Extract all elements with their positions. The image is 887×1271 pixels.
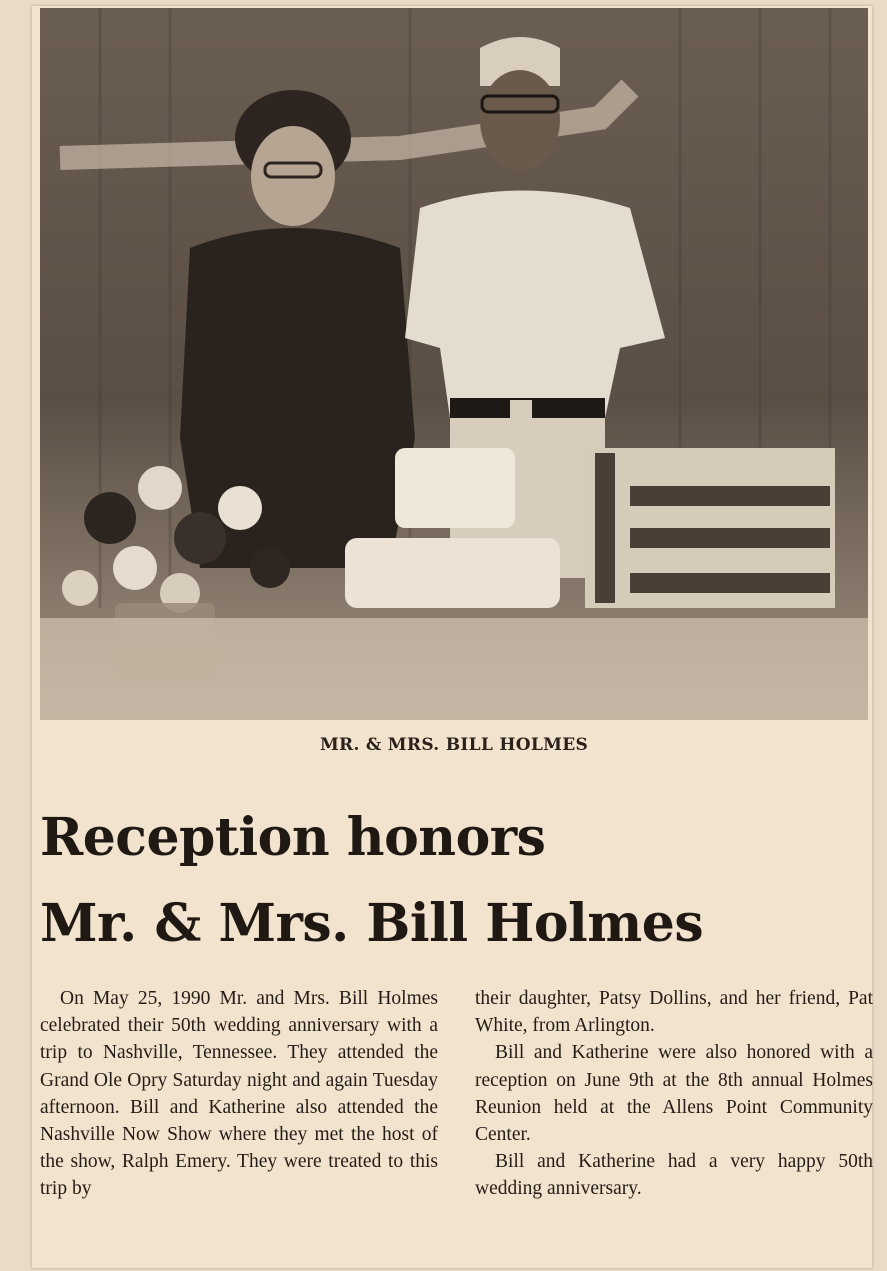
photo-caption: MR. & MRS. BILL HOLMES <box>319 735 589 755</box>
article-paragraph: Bill and Katherine were also honored with a reception on June 9th at the 8th annual Holmes Reunion held at the Allens Point Community Center. <box>475 1042 873 1146</box>
headline <box>40 795 840 967</box>
article-paragraph: On May 25, 1990 Mr. and Mrs. Bill Holmes celebrated their 50th wedding anniversary with a trip to Nashville, Tennessee. They attended the Grand Ole Opry Saturday night and again Tuesday afternoon. Bill and Katherine also attended the Nashville Now Show where they met the host of the show, Ralph Emery. They were treated to this trip by <box>40 988 438 1200</box>
article-column-left <box>40 985 438 1203</box>
article-paragraph: Bill and Katherine had a very happy 50th wedding anniversary. <box>475 1151 873 1200</box>
photo-illustration <box>40 8 868 720</box>
headline-line-2: Mr. & Mrs. Bill Holmes <box>40 893 704 954</box>
headline-line-1: Reception honors <box>40 807 546 868</box>
article-column-right <box>475 985 873 1203</box>
anniversary-photo <box>40 8 868 720</box>
article-paragraph: their daughter, Patsy Dollins, and her friend, Pat White, from Arlington. <box>475 988 873 1037</box>
